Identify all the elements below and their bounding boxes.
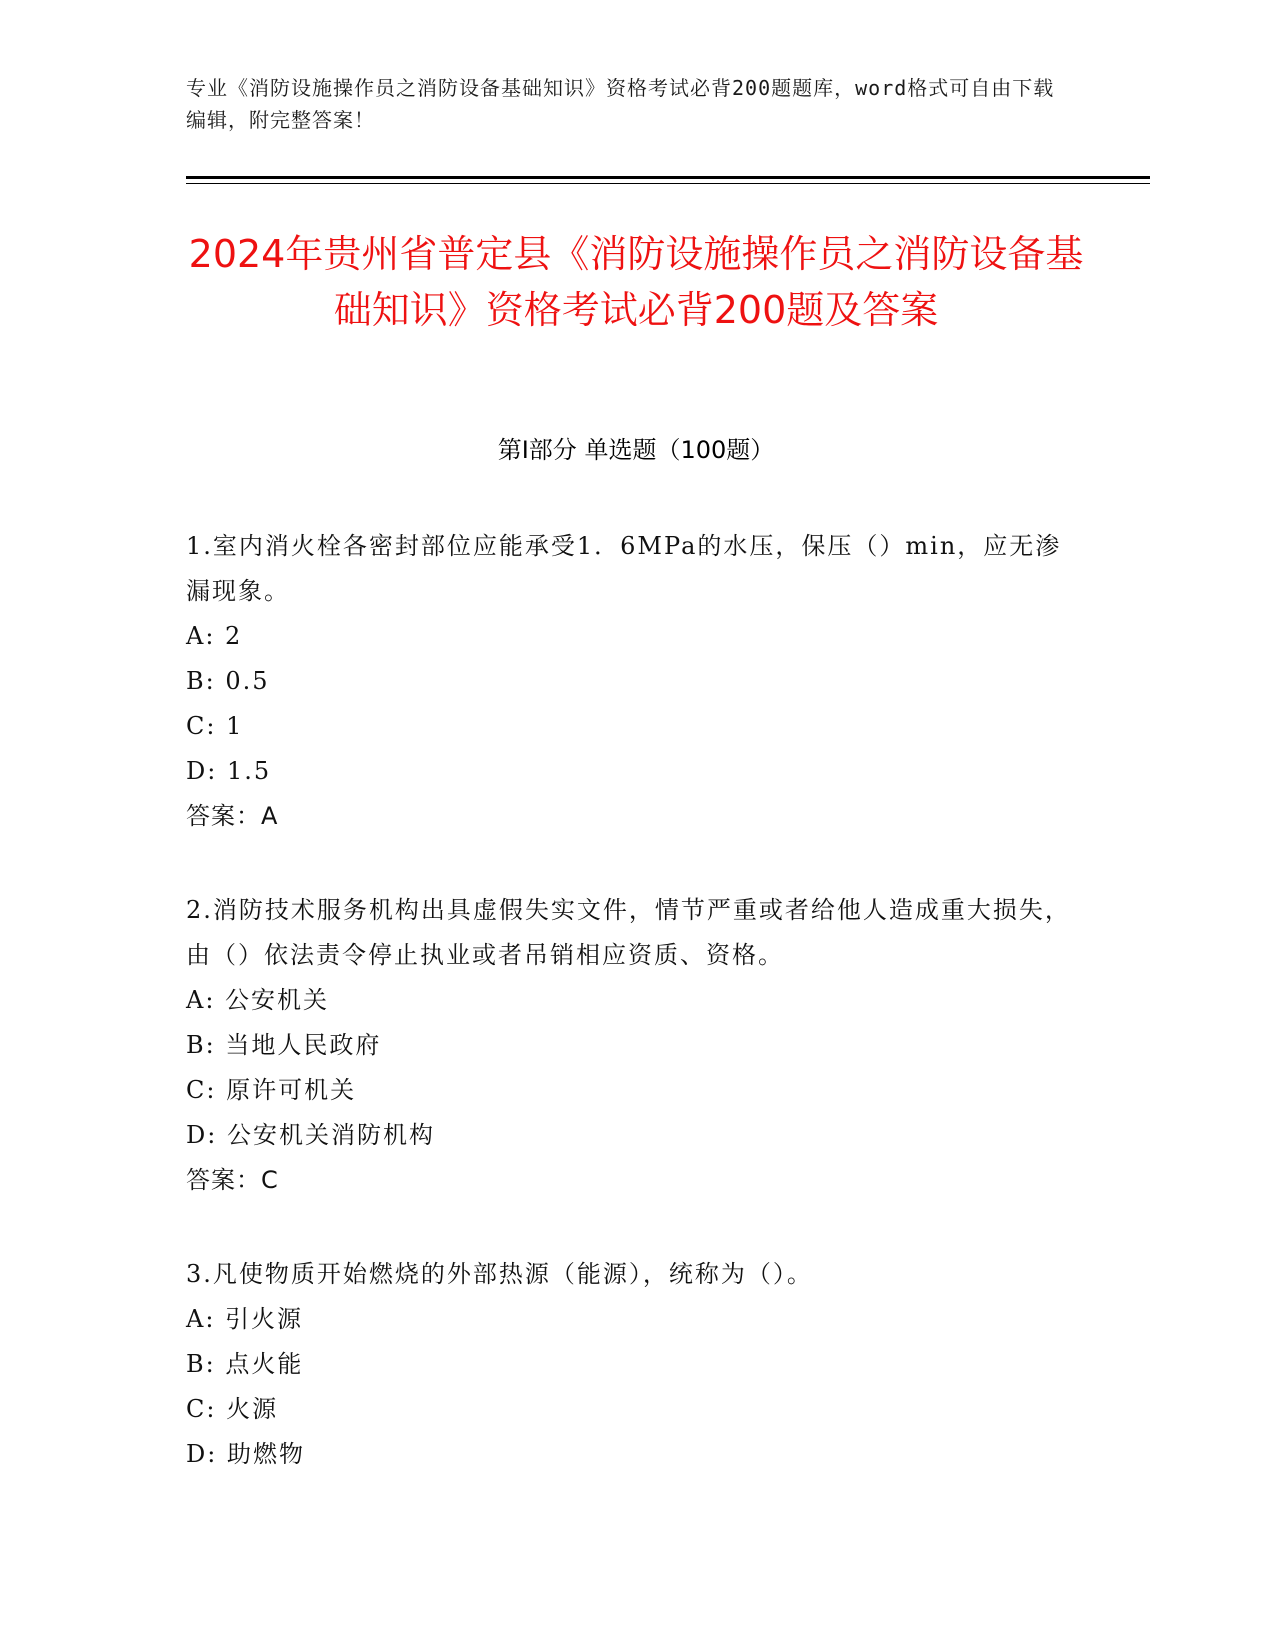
option-d: D: 公安机关消防机构	[186, 1121, 435, 1149]
question-2	[186, 888, 1076, 1203]
answer: 答案：C	[186, 1166, 279, 1194]
header-note: 专业《消防设施操作员之消防设备基础知识》资格考试必背200题题库，word格式可自由下载编辑，附完整答案！	[186, 76, 1055, 132]
option-b: B: 当地人民政府	[186, 1031, 382, 1059]
question-stem: 3.凡使物质开始燃烧的外部热源（能源），统称为（）。	[186, 1260, 813, 1288]
question-stem: 1.室内消火栓各密封部位应能承受1．6MPa的水压，保压（）min，应无渗漏现象。	[186, 532, 1062, 605]
option-d: D: 助燃物	[186, 1440, 305, 1468]
header-divider-thick	[186, 176, 1150, 179]
question-1	[186, 524, 1076, 839]
option-c: C: 1	[186, 712, 244, 740]
answer: 答案：A	[186, 802, 279, 830]
option-b: B: 点火能	[186, 1350, 304, 1378]
section-title: 第Ⅰ部分 单选题（100题）	[497, 436, 775, 464]
question-stem: 2.消防技术服务机构出具虚假失实文件，情节严重或者给他人造成重大损失，由（）依法责令停止执业或者吊销相应资质、资格。	[186, 896, 1071, 969]
option-a: A: 2	[186, 622, 243, 650]
document-title: 2024年贵州省普定县《消防设施操作员之消防设备基础知识》资格考试必背200题及答案	[188, 232, 1084, 332]
option-d: D: 1.5	[186, 757, 272, 785]
option-c: C: 火源	[186, 1395, 279, 1423]
option-a: A: 引火源	[186, 1305, 304, 1333]
header-divider-thin	[186, 183, 1150, 184]
option-b: B: 0.5	[186, 667, 270, 695]
question-3	[186, 1252, 1076, 1477]
option-c: C: 原许可机关	[186, 1076, 357, 1104]
option-a: A: 公安机关	[186, 986, 330, 1014]
